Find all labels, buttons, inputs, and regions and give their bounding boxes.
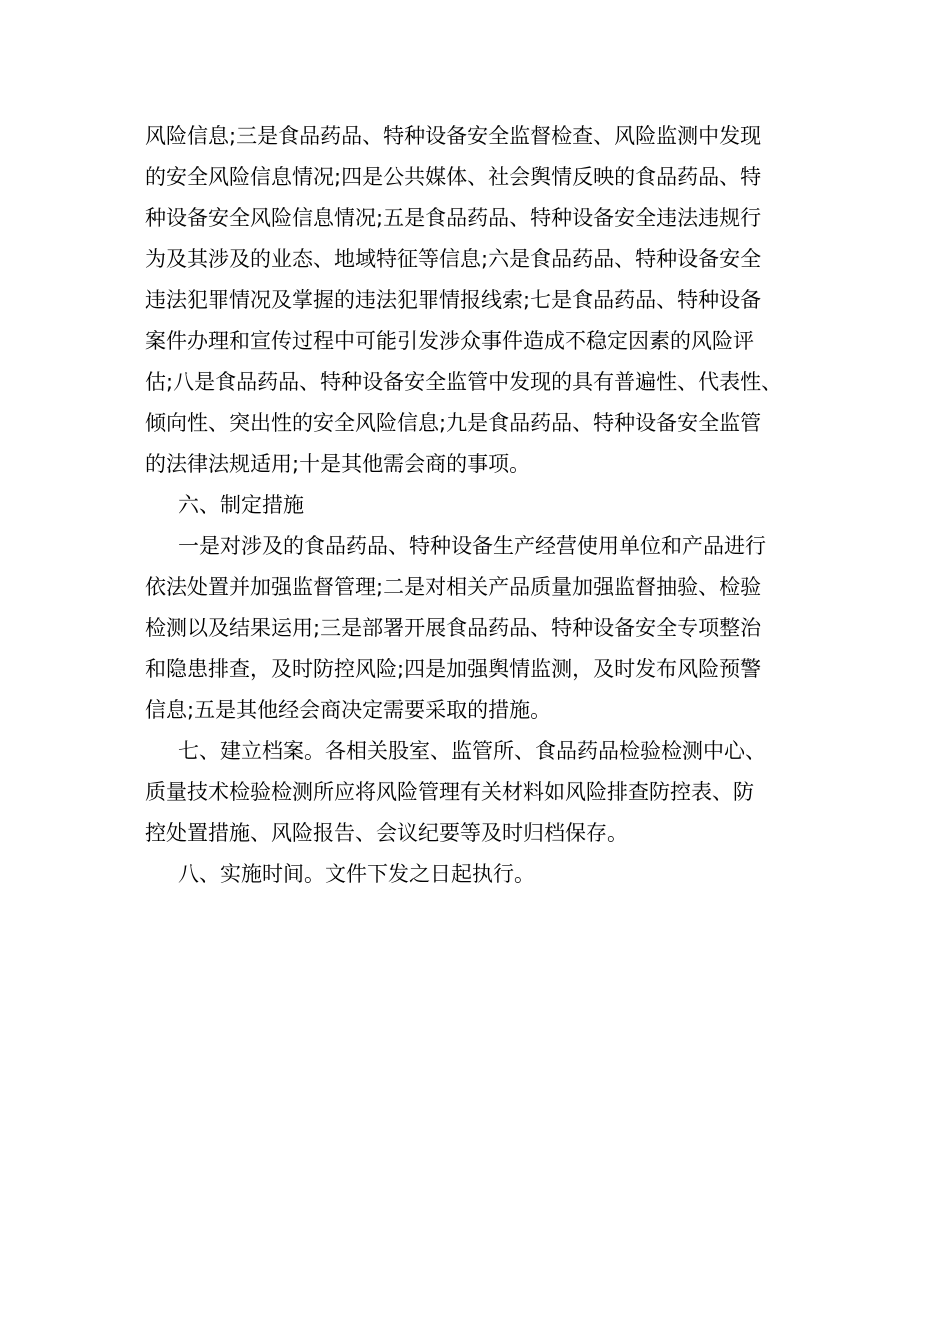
- text-line: 倾向性、突出性的安全风险信息;九是食品药品、特种设备安全监管: [145, 411, 762, 435]
- text-line: 质量技术检验检测所应将风险管理有关材料如风险排查防控表、防: [145, 780, 754, 804]
- text-line: 依法处置并加强监督管理;二是对相关产品质量加强监督抽验、检验: [145, 575, 762, 599]
- document-body: [145, 116, 815, 895]
- text-line: 风险信息;三是食品药品、特种设备安全监督检查、风险监测中发现: [145, 124, 762, 148]
- text-line: 估;八是食品药品、特种设备安全监管中发现的具有普遍性、代表性、: [145, 370, 783, 394]
- section-heading-six: 六、制定措施: [178, 493, 304, 517]
- text-line: 和隐患排查，及时防控风险;四是加强舆情监测，及时发布风险预警: [145, 657, 762, 681]
- text-line: 的安全风险信息情况;四是公共媒体、社会舆情反映的食品药品、特: [145, 165, 762, 189]
- text-line: 一是对涉及的食品药品、特种设备生产经营使用单位和产品进行: [178, 534, 766, 558]
- section-heading-seven: 七、建立档案。各相关股室、监管所、食品药品检验检测中心、: [178, 739, 766, 763]
- section-heading-eight: 八、实施时间。文件下发之日起执行。: [178, 862, 535, 886]
- text-line: 信息;五是其他经会商决定需要采取的措施。: [145, 698, 552, 722]
- text-line: 违法犯罪情况及掌握的违法犯罪情报线索;七是食品药品、特种设备: [145, 288, 762, 312]
- text-line: 检测以及结果运用;三是部署开展食品药品、特种设备安全专项整治: [145, 616, 762, 640]
- text-line: 种设备安全风险信息情况;五是食品药品、特种设备安全违法违规行: [145, 206, 762, 230]
- text-line: 控处置措施、风险报告、会议纪要等及时归档保存。: [145, 821, 628, 845]
- text-line: 的法律法规适用;十是其他需会商的事项。: [145, 452, 531, 476]
- text-line: 案件办理和宣传过程中可能引发涉众事件造成不稳定因素的风险评: [145, 329, 754, 353]
- text-line: 为及其涉及的业态、地域特征等信息;六是食品药品、特种设备安全: [145, 247, 762, 271]
